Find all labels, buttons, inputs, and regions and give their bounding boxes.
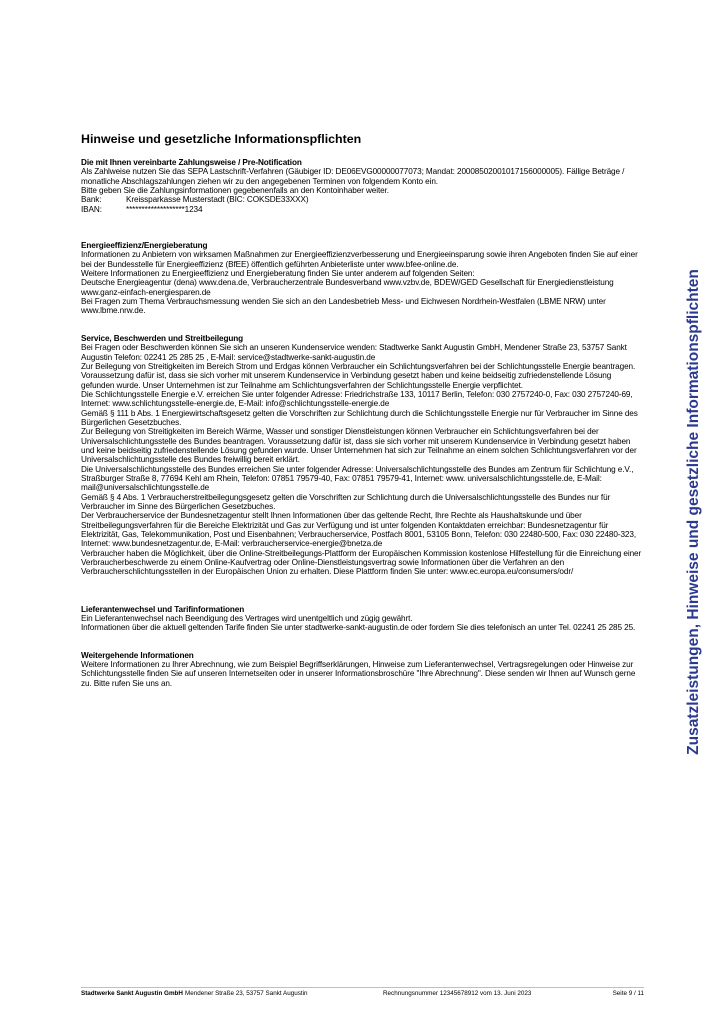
footer-page-number: Seite 9 / 11	[612, 990, 644, 997]
paragraph: Der Verbraucherservice der Bundesnetzagentur stellt Ihnen Informationen über das geltende Recht, Ihre Rechte als Haushaltskunde und über Streitbeilegungsverfahren für die Bereiche Elektrizität und Gas zur Verfügung und ist unter folgenden Kontaktdaten erreichbar: Bundesnetzagentur für Elektrizität, Gas, Telekommunikation, Post und Eisenbahnen; Verbraucherservice, Postfach 8001, 53105 Bonn, Telefon: 030 22480-500, Fax: 030 22480-323, Internet: www.bundesnetzagentur.de, E-Mail: verbraucherservice-energie@bnetza.de	[81, 511, 637, 549]
side-title: Zusatzleistungen, Hinweise und gesetzliche Informationspflichten	[685, 269, 702, 755]
bank-value: Kreissparkasse Musterstadt (BIC: COKSDE33XXX)	[126, 195, 309, 205]
bank-row	[81, 195, 644, 204]
section-further	[81, 651, 644, 688]
iban-value: *******************1234	[126, 204, 203, 214]
paragraph: Als Zahlweise nutzen Sie das SEPA Lastschrift-Verfahren (Gäubiger ID: DE06EVG00000077073; Mandat: 20008502001017156000005). Fällige Beträge / monatliche Abschlagszahlungen ziehen wir zu den angegebenen Terminen von folgendem Konto ein.	[81, 167, 625, 186]
section-heading-service: Service, Beschwerden und Streitbeilegung	[81, 333, 244, 343]
paragraph: Die Universalschlichtungsstelle des Bundes erreichen Sie unter folgender Adresse: Universalschlichtungsstelle des Bundes am Zentrum für Schlichtung e.V., Straßburger Straße 8, 77694 Kehl am Rhein, Telefon: 07851 79579-40, Fax: 07851 79579-41, Internet: www. universalschlichtungsstelle.de, E-Mail: mail@universalschlichtungsstelle.de	[81, 464, 634, 493]
footer-address: Mendener Straße 23, 53757 Sankt Augustin	[185, 990, 308, 997]
paragraph: Zur Beilegung von Streitigkeiten im Bereich Strom und Erdgas können Verbraucher ein Schlichtungsverfahren bei der Schlichtungsstelle Energie beantragen. Voraussetzung dafür ist, dass sie sich vorher mit unserem Kundenservice in Verbindung gesetzt haben und keine beidseitig zufriedenstellende Lösung gefunden wurde. Unser Unternehmen ist zur Teilnahme am Schlichtungsverfahren der Schlichtungsstelle Energie verpflichtet.	[81, 361, 636, 390]
bank-label: Bank:	[81, 195, 102, 205]
page-title: Hinweise und gesetzliche Informationspflichten	[81, 132, 362, 146]
section-payment	[81, 158, 644, 214]
paragraph: Bitte geben Sie die Zahlungsinformationen gegebenenfalls an den Kontoinhaber weiter.	[81, 186, 389, 196]
iban-label: IBAN:	[81, 204, 102, 214]
document-body	[81, 158, 644, 688]
footer-divider	[81, 987, 644, 988]
section-heading-further: Weitergehende Informationen	[81, 650, 194, 660]
paragraph: Weitere Informationen zu Energieeffizienz und Energieberatung finden Sie unter anderem auf folgenden Seiten:	[81, 269, 475, 279]
iban-row	[81, 205, 644, 214]
footer-company: Stadtwerke Sankt Augustin GmbH	[81, 990, 183, 997]
section-energy	[81, 241, 644, 316]
footer-invoice: Rechnungsnummer 12345678912 vom 13. Juni 2023	[383, 990, 532, 997]
section-heading-supplier: Lieferantenwechsel und Tarifinformationen	[81, 604, 245, 614]
section-supplier	[81, 605, 644, 633]
section-service	[81, 334, 644, 577]
paragraph: Die Schlichtungsstelle Energie e.V. erreichen Sie unter folgender Adresse: Friedrichstraße 133, 10117 Berlin, Telefon: 030 2757240-0, Fax: 030 2757240-69, Internet: www.schlichtungsstelle-energie.de, E-Mail: info@schlichtungsstelle-energie.de	[81, 389, 633, 409]
section-heading-payment: Die mit Ihnen vereinbarte Zahlungsweise / Pre-Notification	[81, 158, 302, 167]
paragraph: Informationen über die aktuell geltenden Tarife finden Sie unter stadtwerke-sankt-augustin.de oder fordern Sie dies telefonisch an unter Tel. 02241 25 285 25.	[81, 623, 636, 633]
paragraph: Zur Beilegung von Streitigkeiten im Bereich Wärme, Wasser und sonstiger Dienstleistungen können Verbraucher ein Schlichtungsverfahren bei der Universalschlichtungsstelle des Bundes beantragen. Voraussetzung dafür ist, dass sie sich vorher mit unserem Kundenservice in Verbindung gesetzt haben und keine beidseitig zufriedenstellende Lösung gefunden wurde. Unser Unternehmen hat sich zur Teilnahme an einem solchen Schlichtungsverfahren vor der Universalschlichtungsstelle des Bundes freiwillig bereit erklärt.	[81, 427, 637, 465]
paragraph: Ein Lieferantenwechsel nach Beendigung des Vertrages wird unentgeltlich und zügig gewährt.	[81, 614, 413, 624]
section-heading-energy: Energieeffizienz/Energieberatung	[81, 241, 208, 251]
paragraph: Gemäß § 111 b Abs. 1 Energiewirtschaftsgesetz gelten die Vorschriften zur Schlichtung durch die Schlichtungsstelle Energie nur für Verbraucher im Sinne des Bürgerlichen Gesetzbuches.	[81, 408, 638, 427]
paragraph: Gemäß § 4 Abs. 1 Verbraucherstreitbeilegungsgesetz gelten die Vorschriften zur Schlichtung durch die Universalschlichtungsstelle des Bundes nur für Verbraucher im Sinne des Bürgerlichen Gesetzbuches.	[81, 492, 611, 511]
paragraph: Deutsche Energieagentur (dena) www.dena.de, Verbraucherzentrale Bundesverband www.vzbv.de, BDEW/GED Gesellschaft für Energiedienstleistung www.ganz-einfach-energiesparen.de	[81, 278, 614, 297]
paragraph: Bei Fragen oder Beschwerden können Sie sich an unseren Kundenservice wenden: Stadtwerke Sankt Augustin GmbH, Mendener Straße 23, 53757 Sankt Augustin Telefon: 02241 25 285 25 , E-Mail: service@stadtwerke-sankt-augustin.de	[81, 343, 627, 362]
paragraph: Weitere Informationen zu Ihrer Abrechnung, wie zum Beispiel Begriffserklärungen, Hinweise zum Lieferantenwechsel, Vertragsregelungen oder Hinweise zur Schlichtungsstelle finden Sie auf unseren Internetseiten oder in unserer Informationsbroschüre "Ihre Abrechnung". Diese senden wir Ihnen auf Wunsch gerne zu. Bitte rufen Sie uns an.	[81, 660, 636, 688]
paragraph: Verbraucher haben die Möglichkeit, über die Online-Streitbeilegungs-Plattform der Europäischen Kommission kostenlose Hilfestellung für die Einreichung einer Verbraucherbeschwerde zu einem Online-Kaufvertrag oder Online-Dienstleistungsvertrag sowie Informationen über die Verfahren an den Verbraucherschlichtungsstellen in der Europäischen Union zu erhalten. Diese Plattform finden Sie unter: www.ec.europa.eu/consumers/odr/	[81, 548, 642, 577]
paragraph: Bei Fragen zum Thema Verbrauchsmessung wenden Sie sich an den Landesbetrieb Mess- und Eichwesen Nordrhein-Westfalen (LBME NRW) unter www.lbme.nrw.de.	[81, 297, 606, 316]
paragraph: Informationen zu Anbietern von wirksamen Maßnahmen zur Energieeffizienzverbesserung und Energieeinsparung sowie ihren Angeboten finden Sie auf einer bei der Bundesstelle für Energieeffizienz (BfEE) öffentlich geführten Anbieterliste unter www.bfee-online.de.	[81, 250, 638, 269]
